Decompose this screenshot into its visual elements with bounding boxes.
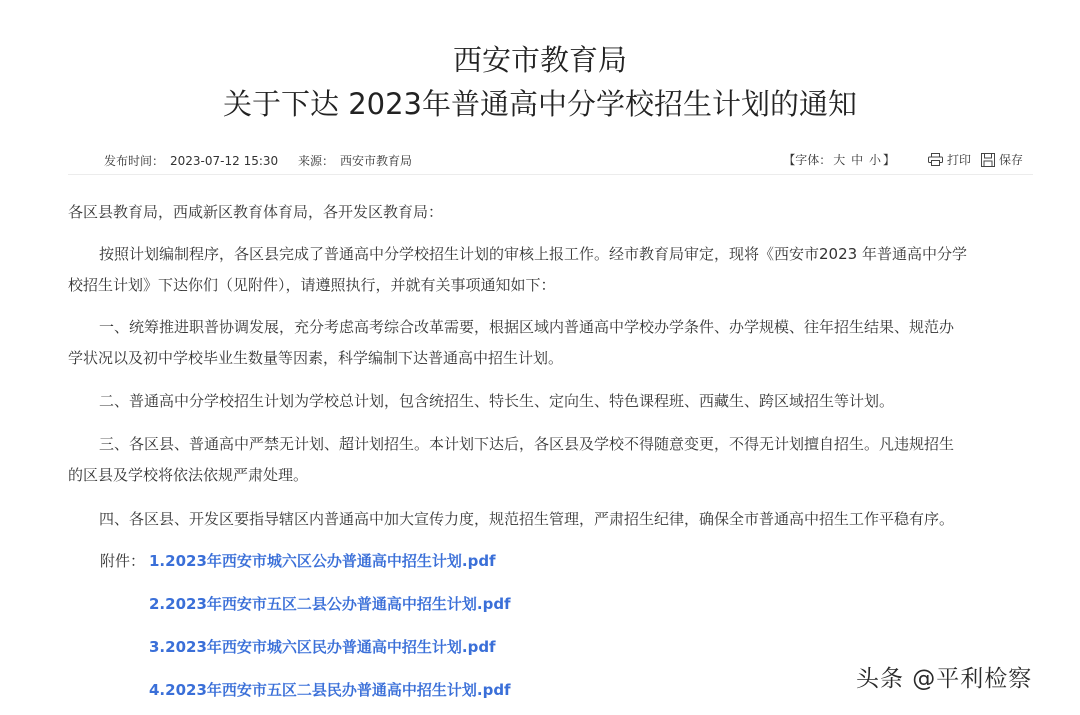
save-icon (981, 153, 995, 167)
source-watermark: 头条 @平利检察 (856, 666, 1033, 692)
font-size-selector (782, 151, 896, 168)
page-title-org: 西安市教育局 (452, 43, 627, 77)
paragraph-intro-line1: 按照计划编制程序，各区县完成了普通高中分学校招生计划的审核上报工作。经市教育局审定，现将《西安市2023 年普通高中分学 (99, 245, 967, 263)
font-size-small-button[interactable]: 小 (868, 153, 881, 167)
attachment-link[interactable]: 4.2023年西安市五区二县民办普通高中招生计划.pdf (149, 681, 511, 699)
save-label: 保存 (998, 153, 1023, 167)
item-one-line1: 一、统筹推进职普协调发展，充分考虑高考综合改革需要，根据区域内普通高中学校办学条件、办学规模、往年招生结果、规范办 (99, 318, 955, 336)
attachment-link[interactable]: 2.2023年西安市五区二县公办普通高中招生计划.pdf (149, 595, 511, 613)
printer-icon (928, 153, 943, 166)
source-label: 来源： (297, 154, 334, 168)
page-title: 关于下达 2023年普通高中分学校招生计划的通知 (222, 87, 858, 121)
font-size-prefix: 【字体： (783, 153, 832, 167)
paragraph-intro-line2: 校招生计划》下达你们（见附件），请遵照执行，并就有关事项通知如下： (68, 276, 556, 294)
publish-time: 2023-07-12 15:30 (170, 154, 279, 168)
print-button[interactable] (928, 151, 971, 168)
item-four: 四、各区县、开发区要指导辖区内普通高中加大宣传力度，规范招生管理，严肃招生纪律，确保全市普通高中招生工作平稳有序。 (99, 510, 955, 528)
print-label: 打印 (946, 153, 971, 167)
article-tools (782, 151, 1023, 168)
item-three-line1: 三、各区县、普通高中严禁无计划、超计划招生。本计划下达后，各区县及学校不得随意变更，不得无计划擅自招生。凡违规招生 (99, 435, 955, 453)
item-one-line2: 学状况以及初中学校毕业生数量等因素，科学编制下达普通高中招生计划。 (68, 349, 564, 367)
item-three-line2: 的区县及学校将依法依规严肃处理。 (68, 466, 309, 484)
attachments-label: 附件： (100, 552, 146, 570)
article-meta-bar (68, 146, 1033, 175)
font-size-suffix: 】 (882, 153, 895, 167)
publish-info (104, 152, 418, 169)
source-value: 西安市教育局 (340, 154, 413, 168)
font-size-medium-button[interactable]: 中 (851, 153, 864, 167)
greeting: 各区县教育局，西咸新区教育体育局，各开发区教育局： (68, 203, 444, 221)
attachment-link[interactable]: 1.2023年西安市城六区公办普通高中招生计划.pdf (149, 552, 496, 570)
item-two: 二、普通高中分学校招生计划为学校总计划，包含统招生、特长生、定向生、特色课程班、西藏生、跨区域招生等计划。 (99, 392, 895, 410)
attachment-link[interactable]: 3.2023年西安市城六区民办普通高中招生计划.pdf (149, 638, 496, 656)
publish-label: 发布时间： (104, 154, 165, 168)
save-button[interactable] (981, 151, 1023, 168)
font-size-large-button[interactable]: 大 (833, 153, 846, 167)
